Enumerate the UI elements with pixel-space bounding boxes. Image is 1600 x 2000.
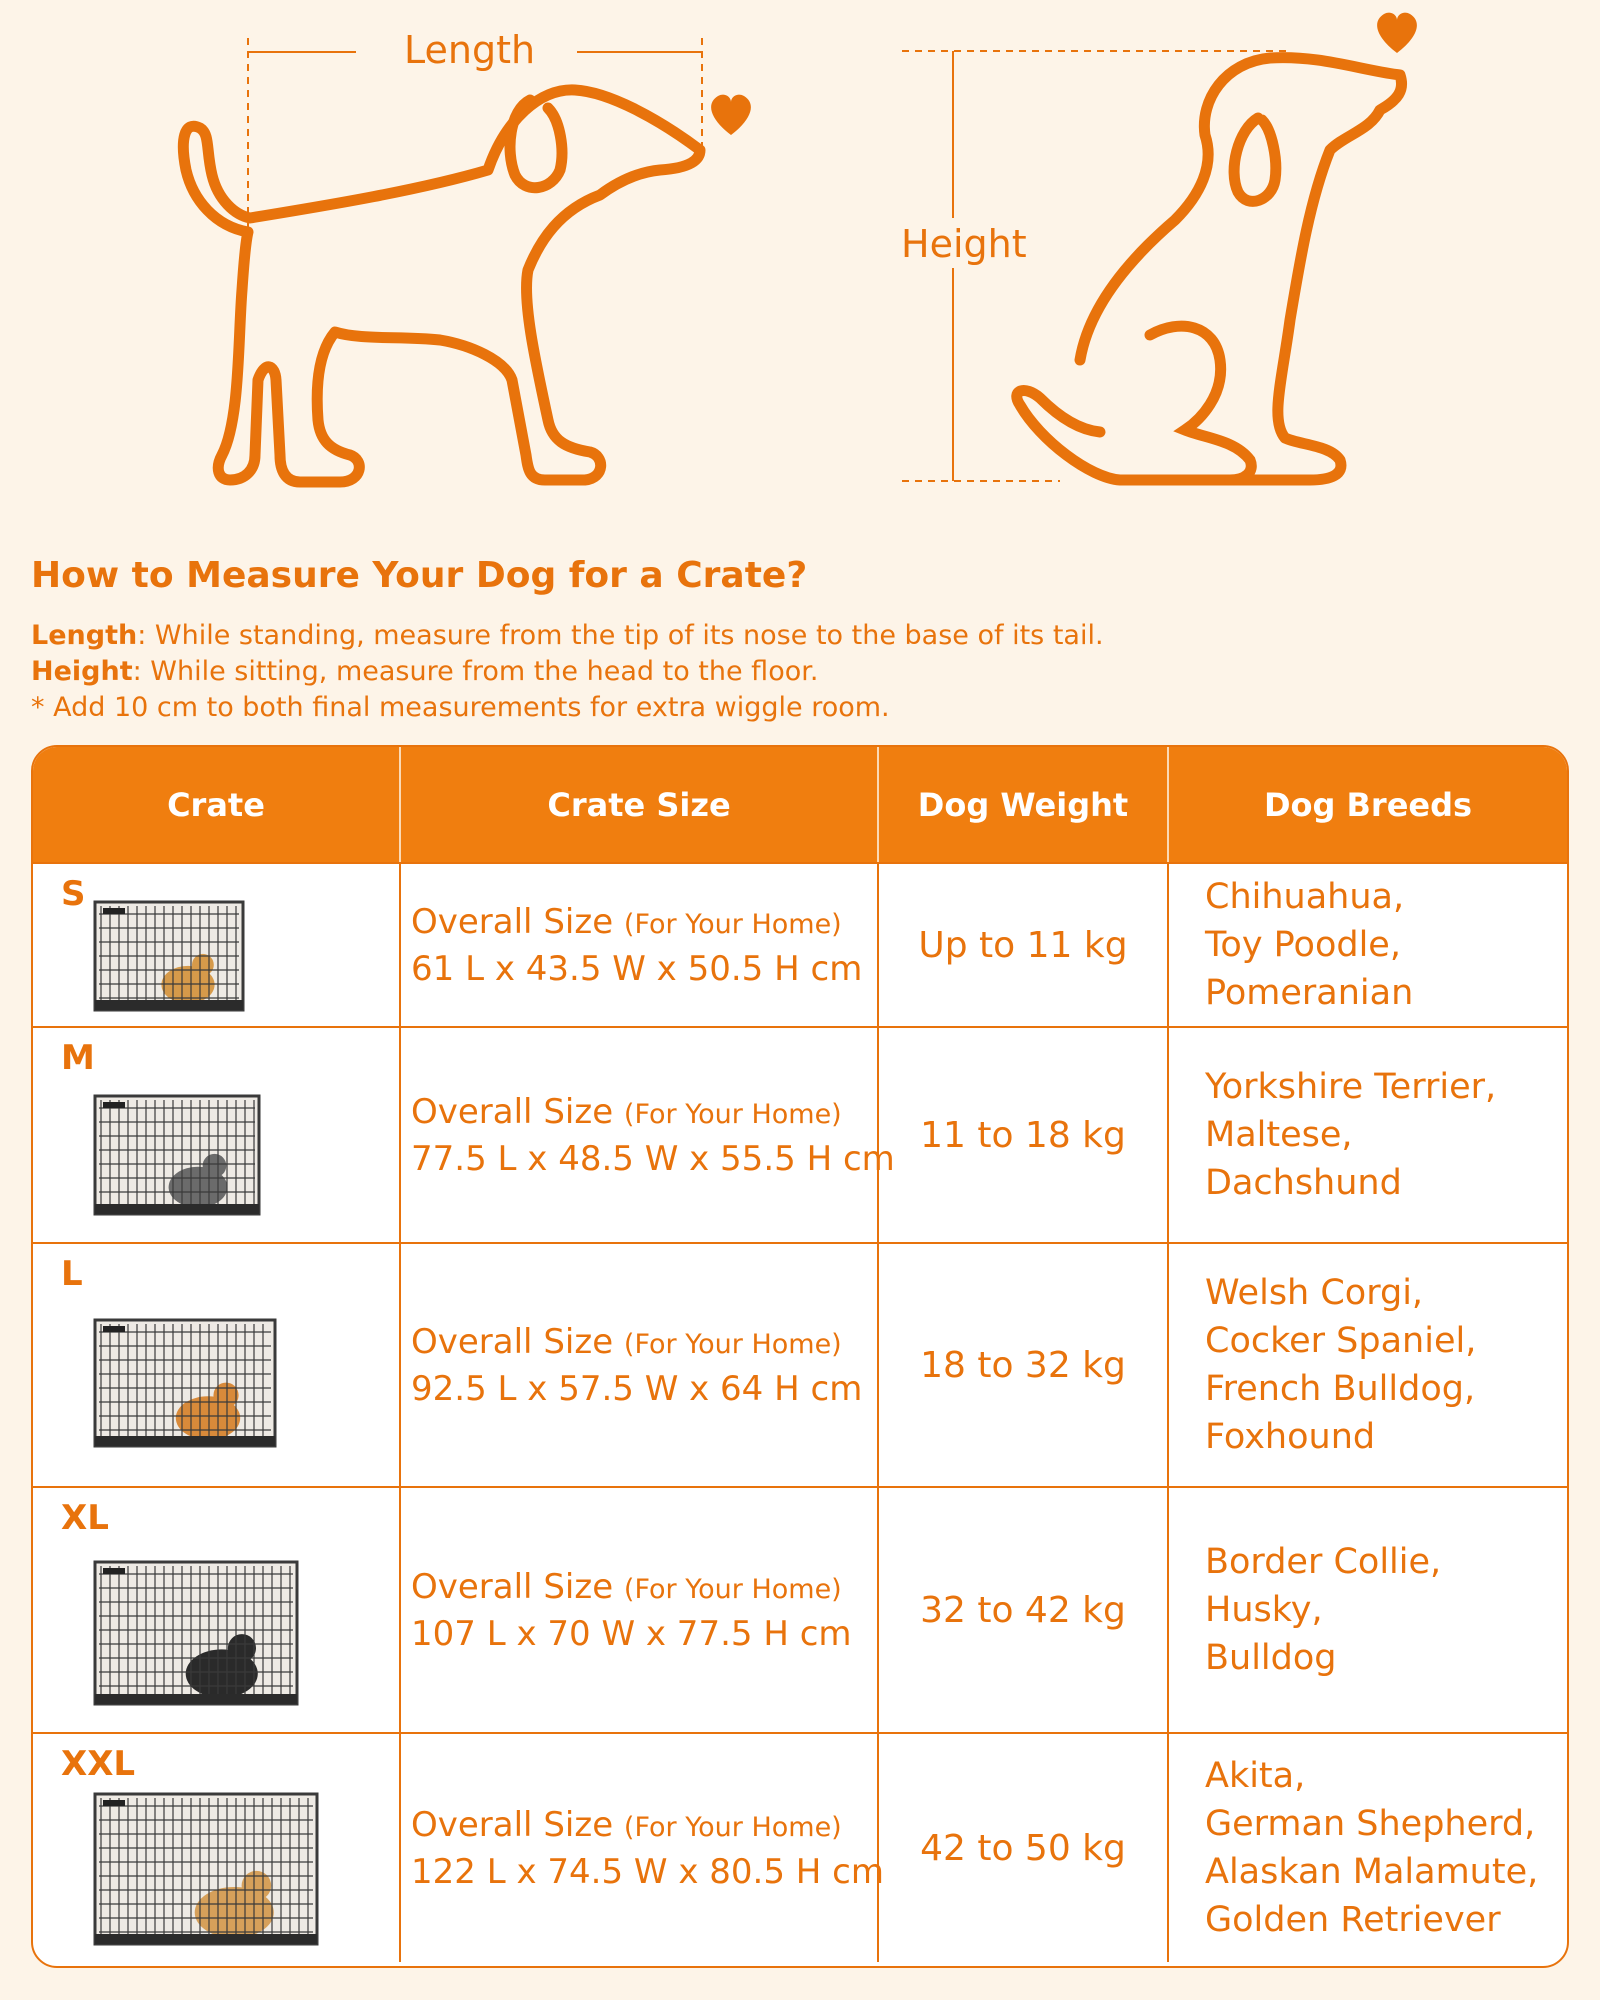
table-row: [33, 862, 1567, 1026]
header-crate: Crate: [33, 747, 401, 862]
for-home-label: (For Your Home): [623, 1573, 842, 1605]
crate-size-table: [31, 745, 1569, 1968]
table-header: [33, 747, 1567, 862]
dog-weight-cell: 11 to 18 kg: [879, 1028, 1169, 1242]
length-term: Length: [31, 620, 138, 651]
breed-item: German Shepherd,: [1205, 1804, 1536, 1844]
heart-icon: [711, 95, 751, 135]
crate-size-cell: [401, 1028, 895, 1242]
overall-label: Overall Size: [411, 1566, 614, 1607]
for-home-label: (For Your Home): [623, 908, 842, 940]
length-text: : While standing, measure from the tip of its nose to the base of its tail.: [137, 620, 1104, 651]
crate-image: [93, 1558, 299, 1714]
dog-breeds-cell: [1169, 1488, 1567, 1732]
dog-breeds-cell: [1169, 1028, 1567, 1242]
overall-label: Overall Size: [411, 1321, 614, 1362]
height-instruction: [31, 654, 1571, 690]
size-tag: S: [61, 874, 86, 914]
overall-label: Overall Size: [411, 901, 614, 942]
crate-cell: [33, 1734, 401, 1962]
dog-breeds-cell: [1169, 1734, 1567, 1962]
dog-weight-cell: 18 to 32 kg: [879, 1244, 1169, 1486]
table-row: [33, 1486, 1567, 1732]
length-instruction: [31, 618, 1571, 654]
breed-item: Cocker Spaniel,: [1205, 1321, 1477, 1361]
overall-label: Overall Size: [411, 1091, 614, 1132]
table-row: [33, 1732, 1567, 1962]
breed-item: Border Collie,: [1205, 1542, 1442, 1582]
heart-icon: [1377, 13, 1417, 53]
height-text: : While sitting, measure from the head to the floor.: [132, 656, 819, 687]
breed-item: Akita,: [1205, 1756, 1306, 1796]
breed-item: Maltese,: [1205, 1115, 1353, 1155]
length-label: Length: [390, 28, 549, 72]
breed-item: French Bulldog,: [1205, 1369, 1476, 1409]
table-row: [33, 1242, 1567, 1486]
breed-item: Foxhound: [1205, 1417, 1376, 1457]
crate-size-cell: [401, 1488, 879, 1732]
page-title: How to Measure Your Dog for a Crate?: [31, 555, 808, 596]
height-label: Height: [895, 222, 1033, 266]
breed-item: Bulldog: [1205, 1638, 1337, 1678]
crate-cell: [33, 1244, 401, 1486]
crate-image: [93, 898, 245, 1020]
measure-illustration: [0, 0, 1600, 520]
for-home-label: (For Your Home): [623, 1328, 842, 1360]
table-row: [33, 1026, 1567, 1242]
height-term: Height: [31, 656, 133, 687]
measure-instructions: [31, 555, 1571, 726]
crate-cell: [33, 864, 401, 1026]
overall-size-label: [411, 1090, 877, 1137]
for-home-label: (For Your Home): [623, 1811, 842, 1843]
breed-item: Toy Poodle,: [1205, 925, 1401, 965]
crate-dimensions: 107 L x 70 W x 77.5 H cm: [411, 1613, 852, 1654]
header-dog-weight: Dog Weight: [879, 747, 1169, 862]
crate-dimensions: 77.5 L x 48.5 W x 55.5 H cm: [411, 1138, 895, 1179]
dog-weight-cell: 42 to 50 kg: [879, 1734, 1169, 1962]
crate-image: [93, 1092, 261, 1224]
dog-breeds-cell: [1169, 864, 1567, 1026]
header-dog-breeds: Dog Breeds: [1263, 785, 1473, 824]
crate-cell: [33, 1028, 401, 1242]
crate-cell: [33, 1488, 401, 1732]
for-home-label: (For Your Home): [623, 1098, 842, 1130]
sitting-dog-leg: [1150, 326, 1251, 480]
dog-breeds-cell: [1169, 1244, 1567, 1486]
crate-dimensions: 122 L x 74.5 W x 80.5 H cm: [411, 1851, 884, 1892]
size-tag: M: [61, 1038, 95, 1078]
crate-size-cell: [401, 1244, 879, 1486]
sitting-dog-ear: [1234, 118, 1276, 201]
standing-dog-icon: [183, 90, 700, 482]
wiggle-note: * Add 10 cm to both final measurements for extra wiggle room.: [31, 692, 890, 723]
dog-weight-cell: 32 to 42 kg: [879, 1488, 1169, 1732]
breed-item: Welsh Corgi,: [1205, 1273, 1424, 1313]
crate-dimensions: 92.5 L x 57.5 W x 64 H cm: [411, 1368, 863, 1409]
dog-measure-diagram: [0, 0, 1600, 520]
overall-size-label: [411, 1320, 877, 1367]
overall-size-label: [411, 1803, 877, 1850]
breed-item: Dachshund: [1205, 1163, 1402, 1203]
overall-label: Overall Size: [411, 1804, 614, 1845]
crate-image: [93, 1790, 319, 1954]
overall-size-label: [411, 1565, 877, 1612]
breed-item: Golden Retriever: [1205, 1900, 1501, 1940]
overall-size-label: [411, 900, 877, 947]
breed-item: Pomeranian: [1205, 973, 1414, 1013]
size-tag: L: [61, 1254, 83, 1294]
breed-item: Yorkshire Terrier,: [1205, 1067, 1497, 1107]
standing-dog-ear: [510, 100, 562, 188]
crate-size-cell: [401, 1734, 884, 1962]
crate-image: [93, 1316, 277, 1456]
sitting-dog-icon: [1017, 58, 1402, 480]
header-crate-size: Crate Size: [401, 747, 879, 862]
breed-item: Alaskan Malamute,: [1205, 1852, 1539, 1892]
size-tag: XXL: [61, 1744, 136, 1784]
height-guide: [902, 51, 1290, 481]
crate-dimensions: 61 L x 43.5 W x 50.5 H cm: [411, 948, 863, 989]
breed-item: Chihuahua,: [1205, 877, 1405, 917]
breed-item: Husky,: [1205, 1590, 1323, 1630]
dog-weight-cell: Up to 11 kg: [879, 864, 1169, 1026]
table-body: [33, 862, 1567, 1962]
crate-size-cell: [401, 864, 879, 1026]
size-tag: XL: [61, 1498, 109, 1538]
